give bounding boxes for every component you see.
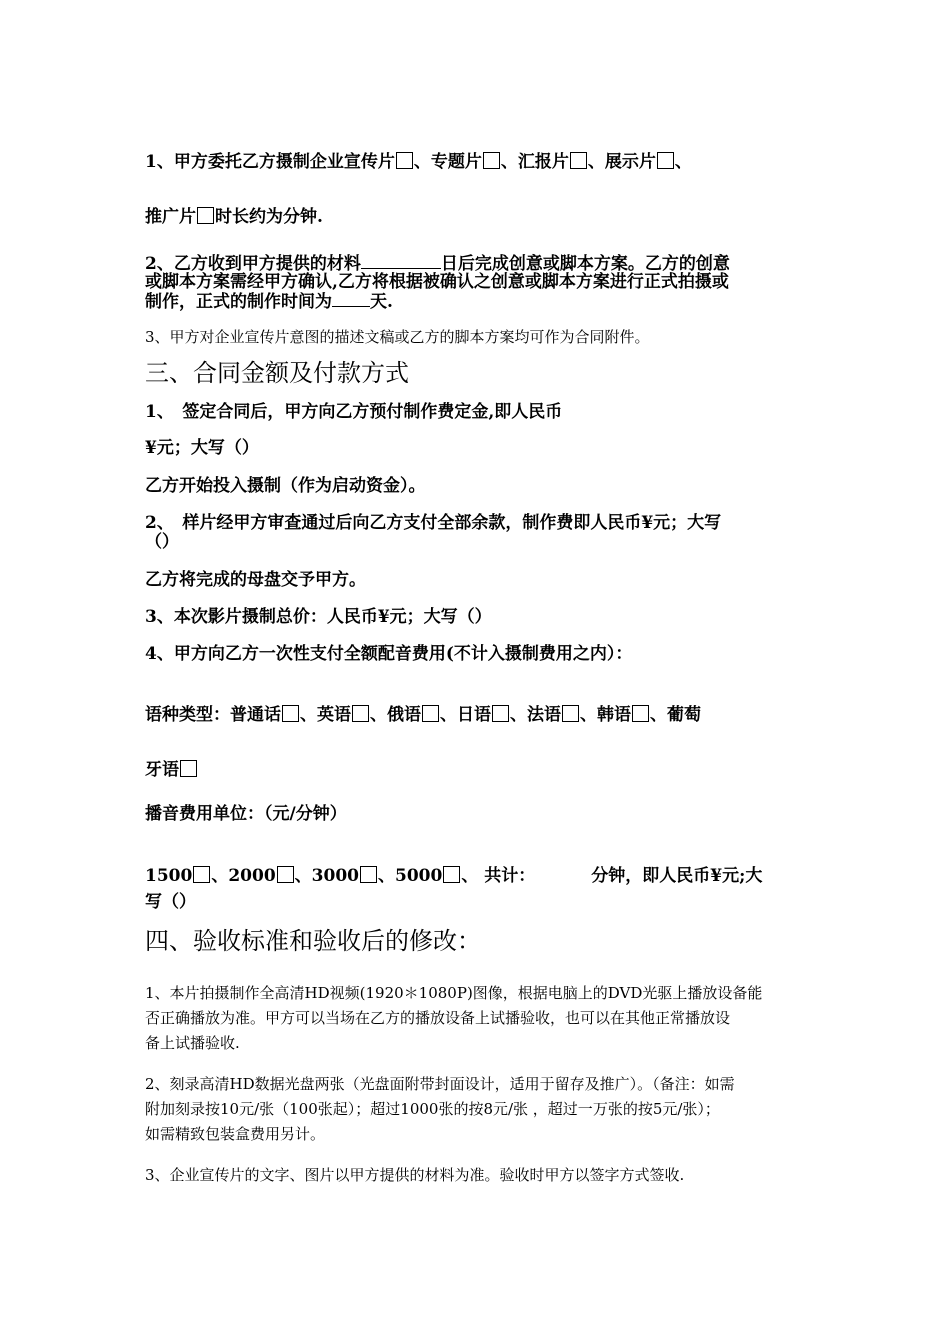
item-1-film-types	[145, 152, 692, 172]
text: 1、甲方委托乙方摄制企业宣传片	[145, 152, 395, 172]
s4-item-2-line-1: 2、刻录高清HD数据光盘两张（光盘面附带封面设计，适用于留存及推广）。（备注：如需	[145, 1075, 735, 1093]
text: 2、乙方收到甲方提供的材料	[145, 254, 361, 274]
s4-item-3: 3、企业宣传片的文字、图片以甲方提供的材料为准。验收时甲方以签字方式签收.	[145, 1166, 685, 1184]
item-1-promo-line	[145, 207, 323, 227]
checkbox-report-film[interactable]	[570, 152, 587, 169]
s4-item-1-line-2: 否正确播放为准。甲方可以当场在乙方的播放设备上试播验收，也可以在其他正常播放设	[145, 1009, 731, 1027]
checkbox-fee-1500[interactable]	[193, 866, 210, 883]
section-3-heading: 三、合同金额及付款方式	[145, 359, 409, 387]
s4-item-1-line-1: 1、本片拍摄制作全高清HD视频(1920＊1080P)图像，根据电脑上的DVD光驱上播放设备能	[145, 984, 763, 1002]
checkbox-japanese[interactable]	[492, 705, 509, 722]
s4-item-2-line-2: 附加刻录按10元/张（100张起）；超过1000张的按8元/张 ，超过一万张的按5元/张）；	[145, 1100, 720, 1118]
text: 天.	[370, 292, 393, 312]
checkbox-fee-3000[interactable]	[360, 866, 377, 883]
item-3: 3、甲方对企业宣传片意图的描述文稿或乙方的脚本方案均可作为合同附件。	[145, 328, 650, 346]
s3-item-2-cont: （）	[145, 532, 179, 552]
text: 、日语	[440, 705, 491, 725]
text: 、展示片	[587, 152, 656, 172]
checkbox-fee-5000[interactable]	[443, 866, 460, 883]
s4-item-1-line-3: 备上试播验收.	[145, 1034, 240, 1052]
text: 时长约为分钟.	[215, 207, 323, 227]
s3-item-3: 3、本次影片摄制总价：人民币¥元；大写（）	[145, 607, 492, 627]
text: 、2000	[211, 866, 276, 886]
item-2-line-1	[145, 253, 730, 274]
text: 、英语	[300, 705, 351, 725]
checkbox-promo-film[interactable]	[197, 207, 214, 224]
checkbox-french[interactable]	[562, 705, 579, 722]
s3-item-2-note: 乙方将完成的母盘交予甲方。	[145, 570, 366, 590]
text: 、韩语	[580, 705, 631, 725]
text: 、5000	[377, 866, 443, 886]
text: 制作，正式的制作时间为	[145, 292, 332, 312]
checkbox-mandarin[interactable]	[282, 705, 299, 722]
text: 、俄语	[370, 705, 421, 725]
s4-item-2-line-3: 如需精致包装盒费用另计。	[145, 1125, 326, 1143]
text: 、汇报片	[500, 152, 569, 172]
checkbox-corporate-film[interactable]	[396, 152, 413, 169]
s3-item-1-amount: ¥元；大写（）	[145, 438, 259, 458]
s3-item-2: 2、 样片经甲方审查通过后向乙方支付全部余款，制作费即人民币¥元；大写	[145, 513, 722, 533]
text: 、法语	[510, 705, 561, 725]
text: 、	[674, 152, 692, 172]
s3-item-4: 4、甲方向乙方一次性支付全额配音费用(不计入摄制费用之内）：	[145, 644, 633, 664]
text: 、专题片	[413, 152, 482, 172]
fee-unit-label: 播音费用单位：（元/分钟）	[145, 804, 347, 824]
s3-item-1-note: 乙方开始投入摄制（作为启动资金）。	[145, 476, 426, 496]
checkbox-korean[interactable]	[632, 705, 649, 722]
text: 语种类型：普通话	[145, 705, 281, 725]
item-2-line-2: 或脚本方案需经甲方确认,乙方将根据被确认之创意或脚本方案进行正式拍摄或	[145, 272, 729, 292]
checkbox-display-film[interactable]	[657, 152, 674, 169]
language-types	[145, 705, 701, 725]
checkbox-russian[interactable]	[422, 705, 439, 722]
fee-options-cont: 写（）	[145, 892, 196, 912]
text: 日后完成创意或脚本方案。乙方的创意	[440, 254, 730, 274]
text: 牙语	[145, 760, 179, 780]
text: 、葡萄	[650, 705, 701, 725]
text: 1500	[145, 866, 193, 886]
item-2-line-3	[145, 291, 393, 312]
checkbox-feature-film[interactable]	[483, 152, 500, 169]
checkbox-english[interactable]	[352, 705, 369, 722]
section-4-heading: 四、验收标准和验收后的修改：	[145, 927, 481, 955]
text: 分钟，即人民币¥元;大	[591, 866, 763, 886]
text: 、3000	[294, 866, 359, 886]
checkbox-fee-2000[interactable]	[277, 866, 294, 883]
text: 、 共计：	[461, 866, 536, 886]
language-portuguese	[145, 760, 198, 780]
blank-production-days[interactable]	[332, 291, 370, 307]
fee-options	[145, 866, 762, 886]
checkbox-portuguese[interactable]	[180, 760, 197, 777]
s3-item-1: 1、 签定合同后，甲方向乙方预付制作费定金,即人民币	[145, 402, 563, 422]
text: 推广片	[145, 207, 196, 227]
blank-days[interactable]	[361, 253, 441, 269]
